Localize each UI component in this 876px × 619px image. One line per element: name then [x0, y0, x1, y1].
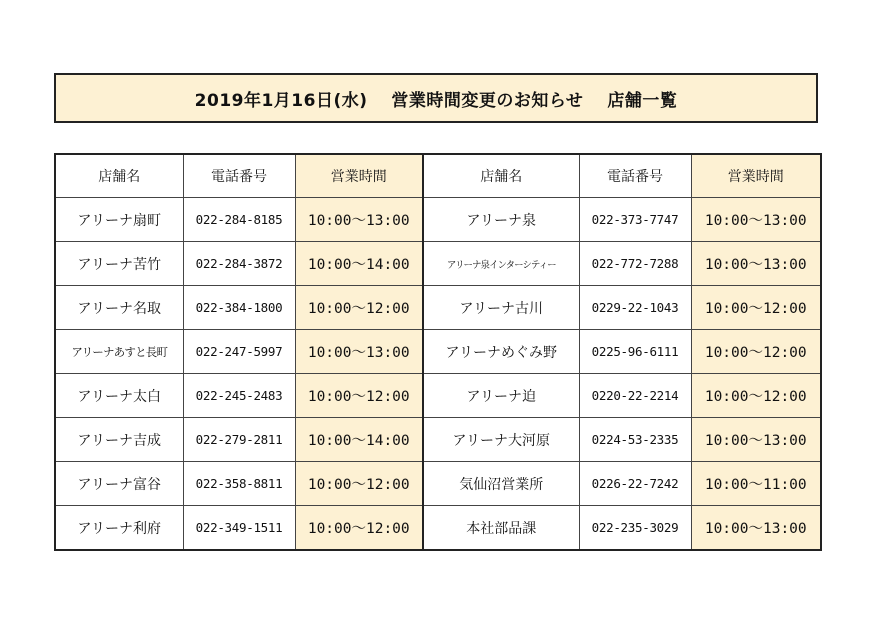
store-name-cell: アリーナ泉: [423, 198, 579, 242]
phone-number-cell: 0229-22-1043: [579, 286, 691, 330]
business-hours-cell: 10:00～13:00: [691, 506, 821, 551]
table-row: [55, 286, 821, 330]
business-hours-cell: 10:00～13:00: [295, 198, 423, 242]
business-hours-cell: 10:00～12:00: [295, 374, 423, 418]
table-header-row: [55, 154, 821, 198]
store-hours-table: [54, 153, 822, 551]
table-row: [55, 506, 821, 551]
store-name-cell: アリーナ扇町: [55, 198, 183, 242]
page-title-text: 2019年1月16日(水) 営業時間変更のお知らせ 店舗一覧: [194, 90, 678, 111]
phone-number-cell: 022-358-8811: [183, 462, 295, 506]
store-name-cell: アリーナあすと長町: [55, 330, 183, 374]
business-hours-cell: 10:00～13:00: [691, 242, 821, 286]
business-hours-cell: 10:00～12:00: [295, 462, 423, 506]
phone-number-cell: 022-247-5997: [183, 330, 295, 374]
business-hours-cell: 10:00～13:00: [295, 330, 423, 374]
phone-number-cell: 022-235-3029: [579, 506, 691, 551]
header-store-left: 店舗名: [55, 154, 183, 198]
table-row: [55, 374, 821, 418]
store-name-cell: アリーナ太白: [55, 374, 183, 418]
table-row: [55, 198, 821, 242]
store-name-cell: アリーナ吉成: [55, 418, 183, 462]
phone-number-cell: 0225-96-6111: [579, 330, 691, 374]
business-hours-cell: 10:00～14:00: [295, 242, 423, 286]
table-row: [55, 242, 821, 286]
store-name-cell: 気仙沼営業所: [423, 462, 579, 506]
header-hours-left: 営業時間: [295, 154, 423, 198]
phone-number-cell: 022-284-3872: [183, 242, 295, 286]
phone-number-cell: 022-284-8185: [183, 198, 295, 242]
store-name-cell: アリーナ苦竹: [55, 242, 183, 286]
phone-number-cell: 022-384-1800: [183, 286, 295, 330]
business-hours-cell: 10:00～14:00: [295, 418, 423, 462]
table-row: [55, 330, 821, 374]
business-hours-cell: 10:00～12:00: [691, 374, 821, 418]
phone-number-cell: 022-279-2811: [183, 418, 295, 462]
business-hours-cell: 10:00～13:00: [691, 198, 821, 242]
header-store-right: 店舗名: [423, 154, 579, 198]
business-hours-cell: 10:00～12:00: [691, 286, 821, 330]
store-name-cell: アリーナめぐみ野: [423, 330, 579, 374]
store-name-cell: アリーナ迫: [423, 374, 579, 418]
business-hours-cell: 10:00～12:00: [295, 286, 423, 330]
table-row: [55, 418, 821, 462]
phone-number-cell: 022-373-7747: [579, 198, 691, 242]
phone-number-cell: 0224-53-2335: [579, 418, 691, 462]
business-hours-cell: 10:00～13:00: [691, 418, 821, 462]
header-phone-left: 電話番号: [183, 154, 295, 198]
phone-number-cell: 022-772-7288: [579, 242, 691, 286]
store-name-cell: アリーナ古川: [423, 286, 579, 330]
store-name-cell: アリーナ利府: [55, 506, 183, 551]
store-name-cell: アリーナ富谷: [55, 462, 183, 506]
header-hours-right: 営業時間: [691, 154, 821, 198]
store-name-cell: アリーナ泉インターシティー: [423, 242, 579, 286]
page-title: [54, 73, 818, 123]
store-name-cell: アリーナ名取: [55, 286, 183, 330]
business-hours-cell: 10:00～11:00: [691, 462, 821, 506]
phone-number-cell: 0226-22-7242: [579, 462, 691, 506]
phone-number-cell: 0220-22-2214: [579, 374, 691, 418]
header-phone-right: 電話番号: [579, 154, 691, 198]
business-hours-cell: 10:00～12:00: [295, 506, 423, 551]
store-name-cell: 本社部品課: [423, 506, 579, 551]
business-hours-cell: 10:00～12:00: [691, 330, 821, 374]
store-name-cell: アリーナ大河原: [423, 418, 579, 462]
phone-number-cell: 022-245-2483: [183, 374, 295, 418]
phone-number-cell: 022-349-1511: [183, 506, 295, 551]
table-row: [55, 462, 821, 506]
